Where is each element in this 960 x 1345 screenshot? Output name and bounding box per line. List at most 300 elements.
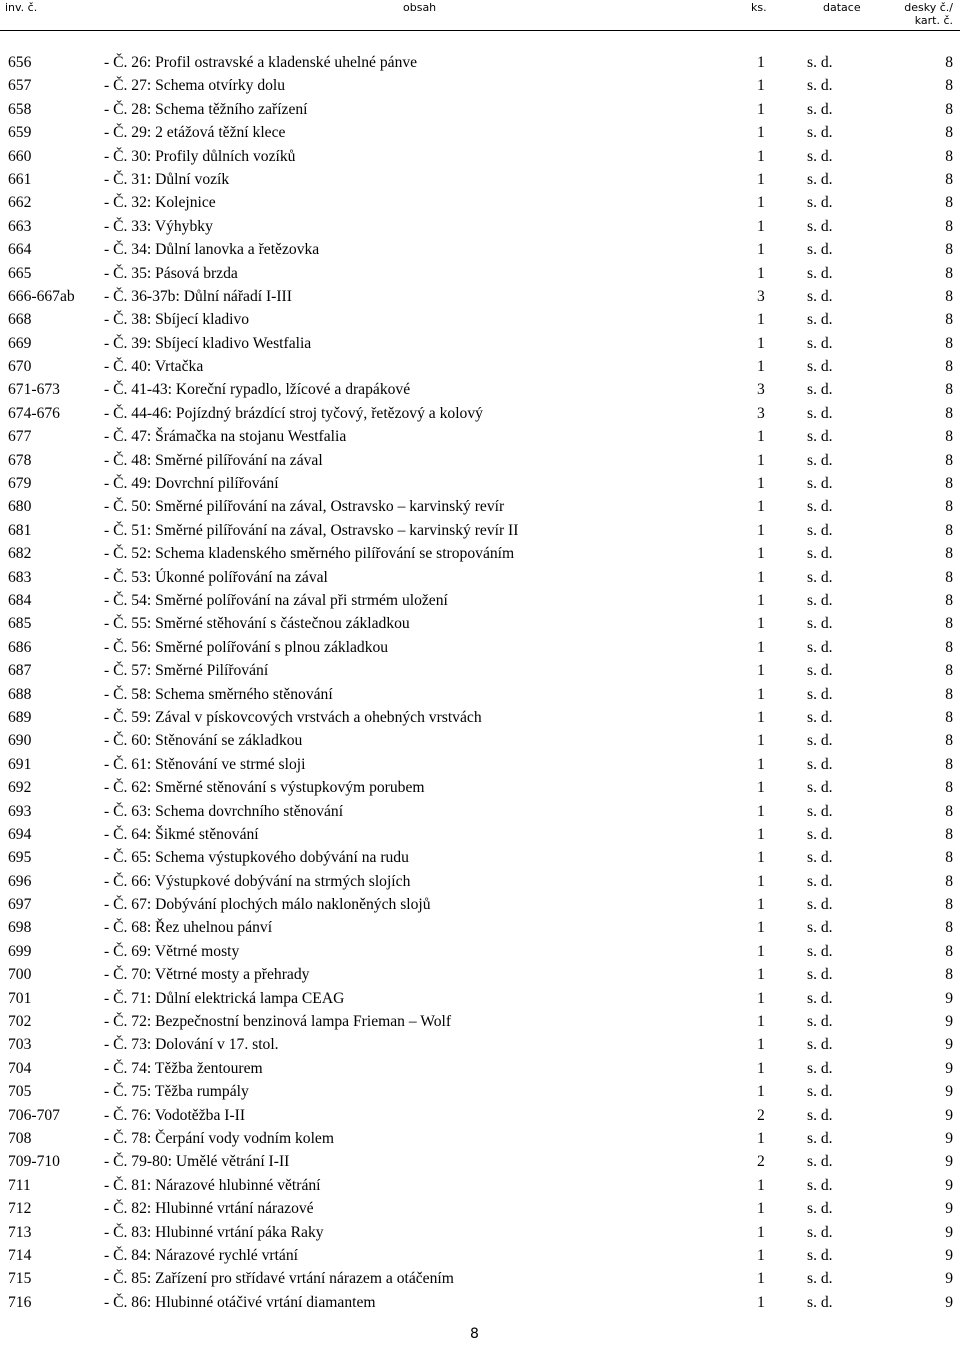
row-datace: s. d. [807, 568, 833, 586]
table-row [0, 1033, 960, 1056]
row-title: - Č. 64: Šikmé stěnování [104, 825, 259, 843]
row-ks-count: 1 [757, 942, 765, 960]
row-inv-number: 711 [8, 1176, 31, 1194]
table-row [0, 449, 960, 472]
row-desky-number: 8 [945, 872, 953, 890]
row-title: - Č. 66: Výstupkové dobývání na strmých slojích [104, 872, 411, 890]
row-ks-count: 1 [757, 1129, 765, 1147]
row-desky-number: 8 [945, 896, 953, 914]
row-desky-number: 9 [945, 1106, 953, 1124]
row-desky-number: 8 [945, 428, 953, 446]
row-datace: s. d. [807, 1293, 833, 1311]
row-ks-count: 1 [757, 638, 765, 656]
row-title: - Č. 27: Schema otvírky dolu [104, 77, 286, 95]
row-desky-number: 8 [945, 77, 953, 95]
row-datace: s. d. [807, 591, 833, 609]
row-desky-number: 8 [945, 451, 953, 469]
header-inv-label: inv. č. [5, 1, 38, 14]
row-desky-number: 9 [945, 1176, 953, 1194]
row-title: - Č. 61: Stěnování ve strmé sloji [104, 755, 306, 773]
table-row [0, 519, 960, 542]
row-ks-count: 1 [757, 872, 765, 890]
row-datace: s. d. [807, 802, 833, 820]
row-title: - Č. 28: Schema těžního zařízení [104, 100, 308, 118]
table-row [0, 495, 960, 518]
row-inv-number: 678 [8, 451, 32, 469]
table-row [0, 940, 960, 963]
row-inv-number: 687 [8, 662, 32, 680]
row-title: - Č. 48: Směrné pilířování na zával [104, 451, 323, 469]
row-inv-number: 689 [8, 708, 32, 726]
row-inv-number: 670 [8, 358, 32, 376]
row-title: - Č. 54: Směrné polířování na zával při strmém uložení [104, 591, 448, 609]
row-desky-number: 9 [945, 1293, 953, 1311]
table-row [0, 776, 960, 799]
row-datace: s. d. [807, 264, 833, 282]
row-title: - Č. 34: Důlní lanovka a řetězovka [104, 241, 320, 259]
row-title: - Č. 74: Těžba žentourem [104, 1059, 263, 1077]
row-inv-number: 704 [8, 1059, 32, 1077]
row-title: - Č. 56: Směrné polířování s plnou základkou [104, 638, 389, 656]
row-title: - Č. 38: Sbíjecí kladivo [104, 311, 250, 329]
table-row [0, 1010, 960, 1033]
row-ks-count: 3 [757, 381, 765, 399]
row-desky-number: 8 [945, 966, 953, 984]
row-desky-number: 8 [945, 358, 953, 376]
row-inv-number: 706-707 [8, 1106, 60, 1124]
row-title: - Č. 36-37b: Důlní nářadí I-III [104, 287, 292, 305]
row-ks-count: 1 [757, 77, 765, 95]
row-datace: s. d. [807, 545, 833, 563]
row-inv-number: 691 [8, 755, 32, 773]
row-desky-number: 8 [945, 638, 953, 656]
row-ks-count: 1 [757, 1200, 765, 1218]
row-ks-count: 1 [757, 1013, 765, 1031]
row-title: - Č. 31: Důlní vozík [104, 170, 230, 188]
table-row [0, 1197, 960, 1220]
row-ks-count: 1 [757, 1293, 765, 1311]
table-row [0, 168, 960, 191]
row-ks-count: 1 [757, 1083, 765, 1101]
row-desky-number: 9 [945, 1200, 953, 1218]
row-desky-number: 8 [945, 708, 953, 726]
table-row [0, 612, 960, 635]
row-title: - Č. 71: Důlní elektrická lampa CEAG [104, 989, 345, 1007]
table-row [0, 987, 960, 1010]
row-desky-number: 8 [945, 802, 953, 820]
row-desky-number: 9 [945, 1153, 953, 1171]
row-inv-number: 701 [8, 989, 32, 1007]
row-desky-number: 8 [945, 264, 953, 282]
row-datace: s. d. [807, 1176, 833, 1194]
row-title: - Č. 41-43: Koreční rypadlo, lžícové a drapákové [104, 381, 411, 399]
row-ks-count: 1 [757, 1036, 765, 1054]
table-row [0, 51, 960, 74]
table-row [0, 1267, 960, 1290]
header-datace-label: datace [823, 1, 861, 14]
row-datace: s. d. [807, 989, 833, 1007]
row-title: - Č. 51: Směrné pilířování na zával, Ostravsko – karvinský revír II [104, 521, 519, 539]
row-inv-number: 688 [8, 685, 32, 703]
row-desky-number: 8 [945, 662, 953, 680]
row-title: - Č. 67: Dobývání plochých málo nakloněných slojů [104, 896, 431, 914]
row-datace: s. d. [807, 1223, 833, 1241]
row-datace: s. d. [807, 755, 833, 773]
row-desky-number: 8 [945, 615, 953, 633]
table-row [0, 659, 960, 682]
row-ks-count: 1 [757, 170, 765, 188]
row-datace: s. d. [807, 334, 833, 352]
row-title: - Č. 53: Úkonné polířování na zával [104, 568, 328, 586]
header-obsah-label: obsah [403, 1, 437, 14]
table-row [0, 753, 960, 776]
row-ks-count: 1 [757, 334, 765, 352]
row-desky-number: 9 [945, 1059, 953, 1077]
table-row [0, 542, 960, 565]
table-row [0, 74, 960, 97]
row-datace: s. d. [807, 662, 833, 680]
row-inv-number: 685 [8, 615, 32, 633]
row-inv-number: 705 [8, 1083, 32, 1101]
row-ks-count: 1 [757, 568, 765, 586]
table-row [0, 706, 960, 729]
row-title: - Č. 35: Pásová brzda [104, 264, 238, 282]
table-row [0, 1057, 960, 1080]
row-datace: s. d. [807, 170, 833, 188]
row-desky-number: 8 [945, 568, 953, 586]
row-datace: s. d. [807, 825, 833, 843]
row-title: - Č. 32: Kolejnice [104, 194, 216, 212]
row-datace: s. d. [807, 1246, 833, 1264]
row-inv-number: 714 [8, 1246, 32, 1264]
row-desky-number: 8 [945, 241, 953, 259]
table-row [0, 308, 960, 331]
row-ks-count: 1 [757, 1176, 765, 1194]
page-number: 8 [470, 1326, 479, 1342]
row-datace: s. d. [807, 475, 833, 493]
row-datace: s. d. [807, 147, 833, 165]
row-datace: s. d. [807, 1200, 833, 1218]
row-inv-number: 671-673 [8, 381, 60, 399]
row-ks-count: 1 [757, 755, 765, 773]
row-inv-number: 702 [8, 1013, 32, 1031]
row-ks-count: 1 [757, 194, 765, 212]
row-ks-count: 1 [757, 989, 765, 1007]
row-inv-number: 656 [8, 54, 32, 71]
row-inv-number: 693 [8, 802, 32, 820]
row-title: - Č. 29: 2 etážová těžní klece [104, 124, 286, 142]
row-ks-count: 1 [757, 475, 765, 493]
table-row [0, 402, 960, 425]
row-title: - Č. 30: Profily důlních vozíků [104, 147, 296, 165]
row-ks-count: 2 [757, 1106, 765, 1124]
row-desky-number: 8 [945, 779, 953, 797]
row-ks-count: 1 [757, 451, 765, 469]
row-title: - Č. 81: Nárazové hlubinné větrání [104, 1176, 321, 1194]
row-desky-number: 9 [945, 1083, 953, 1101]
row-title: - Č. 70: Větrné mosty a přehrady [104, 966, 310, 984]
table-row [0, 285, 960, 308]
row-ks-count: 1 [757, 685, 765, 703]
table-row [0, 823, 960, 846]
row-ks-count: 2 [757, 1153, 765, 1171]
row-inv-number: 663 [8, 217, 32, 235]
row-inv-number: 690 [8, 732, 32, 750]
row-ks-count: 1 [757, 124, 765, 142]
row-desky-number: 8 [945, 732, 953, 750]
table-row [0, 145, 960, 168]
row-inv-number: 674-676 [8, 404, 60, 422]
row-desky-number: 9 [945, 1129, 953, 1147]
row-title: - Č. 79-80: Umělé větrání I-II [104, 1153, 290, 1171]
table-row [0, 378, 960, 401]
row-inv-number: 657 [8, 77, 32, 95]
header-desky-label [904, 1, 953, 27]
row-title: - Č. 44-46: Pojízdný brázdící stroj tyčový, řetězový a kolový [104, 404, 483, 422]
row-ks-count: 1 [757, 1059, 765, 1077]
row-ks-count: 3 [757, 404, 765, 422]
row-datace: s. d. [807, 1036, 833, 1054]
table-row [0, 332, 960, 355]
row-inv-number: 658 [8, 100, 32, 118]
row-datace: s. d. [807, 732, 833, 750]
header-desky-line1: desky č./ [904, 1, 953, 14]
row-ks-count: 1 [757, 1270, 765, 1288]
row-ks-count: 1 [757, 545, 765, 563]
row-title: - Č. 68: Řez uhelnou pánví [104, 919, 273, 937]
row-desky-number: 8 [945, 124, 953, 142]
row-title: - Č. 69: Větrné mosty [104, 942, 240, 960]
table-row [0, 589, 960, 612]
table-row [0, 846, 960, 869]
row-title: - Č. 57: Směrné Pilířování [104, 662, 269, 680]
row-datace: s. d. [807, 498, 833, 516]
row-title: - Č. 82: Hlubinné vrtání nárazové [104, 1200, 314, 1218]
row-ks-count: 1 [757, 241, 765, 259]
row-datace: s. d. [807, 896, 833, 914]
table-row [0, 683, 960, 706]
row-desky-number: 9 [945, 1223, 953, 1241]
row-datace: s. d. [807, 54, 833, 71]
table-row [0, 963, 960, 986]
row-desky-number: 9 [945, 1270, 953, 1288]
row-datace: s. d. [807, 919, 833, 937]
row-desky-number: 8 [945, 170, 953, 188]
row-desky-number: 8 [945, 849, 953, 867]
row-title: - Č. 26: Profil ostravské a kladenské uhelné pánve [104, 54, 418, 71]
row-title: - Č. 39: Sbíjecí kladivo Westfalia [104, 334, 312, 352]
table-row [0, 472, 960, 495]
row-datace: s. d. [807, 1106, 833, 1124]
row-datace: s. d. [807, 1083, 833, 1101]
row-ks-count: 1 [757, 966, 765, 984]
table-row [0, 1080, 960, 1103]
row-datace: s. d. [807, 100, 833, 118]
row-desky-number: 8 [945, 54, 953, 71]
row-datace: s. d. [807, 521, 833, 539]
row-datace: s. d. [807, 287, 833, 305]
row-title: - Č. 33: Výhybky [104, 217, 213, 235]
row-datace: s. d. [807, 966, 833, 984]
row-datace: s. d. [807, 451, 833, 469]
row-desky-number: 8 [945, 100, 953, 118]
row-datace: s. d. [807, 194, 833, 212]
row-desky-number: 8 [945, 919, 953, 937]
row-inv-number: 700 [8, 966, 32, 984]
row-desky-number: 9 [945, 1013, 953, 1031]
table-row [0, 566, 960, 589]
row-title: - Č. 75: Těžba rumpály [104, 1083, 249, 1101]
row-inv-number: 669 [8, 334, 32, 352]
header-divider [0, 30, 960, 31]
row-ks-count: 1 [757, 919, 765, 937]
row-title: - Č. 65: Schema výstupkového dobývání na rudu [104, 849, 409, 867]
row-ks-count: 1 [757, 1246, 765, 1264]
row-title: - Č. 73: Dolování v 17. stol. [104, 1036, 279, 1054]
row-inv-number: 692 [8, 779, 32, 797]
table-row [0, 916, 960, 939]
row-inv-number: 680 [8, 498, 32, 516]
table-row [0, 191, 960, 214]
row-datace: s. d. [807, 685, 833, 703]
row-desky-number: 8 [945, 381, 953, 399]
row-ks-count: 1 [757, 779, 765, 797]
row-datace: s. d. [807, 942, 833, 960]
row-ks-count: 1 [757, 521, 765, 539]
row-desky-number: 9 [945, 1246, 953, 1264]
row-inv-number: 662 [8, 194, 32, 212]
row-inv-number: 664 [8, 241, 32, 259]
row-desky-number: 8 [945, 685, 953, 703]
row-desky-number: 9 [945, 989, 953, 1007]
row-title: - Č. 62: Směrné stěnování s výstupkovým porubem [104, 779, 425, 797]
row-ks-count: 1 [757, 147, 765, 165]
row-desky-number: 8 [945, 287, 953, 305]
table-header [0, 0, 960, 30]
inventory-table [0, 51, 960, 1314]
table-row [0, 215, 960, 238]
row-inv-number: 709-710 [8, 1153, 60, 1171]
row-desky-number: 8 [945, 334, 953, 352]
row-inv-number: 712 [8, 1200, 32, 1218]
row-title: - Č. 83: Hlubinné vrtání páka Raky [104, 1223, 324, 1241]
row-desky-number: 8 [945, 545, 953, 563]
row-inv-number: 668 [8, 311, 32, 329]
table-row [0, 121, 960, 144]
row-title: - Č. 58: Schema směrného stěnování [104, 685, 333, 703]
row-datace: s. d. [807, 381, 833, 399]
row-inv-number: 699 [8, 942, 32, 960]
row-datace: s. d. [807, 638, 833, 656]
row-inv-number: 697 [8, 896, 32, 914]
row-desky-number: 9 [945, 1036, 953, 1054]
row-inv-number: 661 [8, 170, 32, 188]
row-datace: s. d. [807, 849, 833, 867]
row-desky-number: 8 [945, 498, 953, 516]
row-desky-number: 8 [945, 311, 953, 329]
row-ks-count: 1 [757, 54, 765, 71]
row-title: - Č. 76: Vodotěžba I-II [104, 1106, 246, 1124]
row-inv-number: 716 [8, 1293, 32, 1311]
row-ks-count: 1 [757, 428, 765, 446]
row-datace: s. d. [807, 124, 833, 142]
row-title: - Č. 72: Bezpečnostní benzinová lampa Frieman – Wolf [104, 1013, 452, 1031]
table-row [0, 425, 960, 448]
row-title: - Č. 59: Zával v pískovcových vrstvách a ohebných vrstvách [104, 708, 482, 726]
row-inv-number: 686 [8, 638, 32, 656]
table-row [0, 98, 960, 121]
row-datace: s. d. [807, 77, 833, 95]
row-datace: s. d. [807, 1059, 833, 1077]
row-title: - Č. 86: Hlubinné otáčivé vrtání diamantem [104, 1293, 376, 1311]
row-ks-count: 1 [757, 100, 765, 118]
row-ks-count: 1 [757, 1223, 765, 1241]
row-inv-number: 659 [8, 124, 32, 142]
row-title: - Č. 84: Nárazové rychlé vrtání [104, 1246, 298, 1264]
row-desky-number: 8 [945, 825, 953, 843]
row-datace: s. d. [807, 404, 833, 422]
table-row [0, 870, 960, 893]
row-inv-number: 695 [8, 849, 32, 867]
row-inv-number: 683 [8, 568, 32, 586]
table-row [0, 729, 960, 752]
row-datace: s. d. [807, 708, 833, 726]
row-datace: s. d. [807, 779, 833, 797]
row-datace: s. d. [807, 872, 833, 890]
row-inv-number: 698 [8, 919, 32, 937]
table-row [0, 800, 960, 823]
row-inv-number: 681 [8, 521, 32, 539]
row-inv-number: 677 [8, 428, 32, 446]
table-row [0, 238, 960, 261]
row-title: - Č. 55: Směrné stěhování s částečnou základkou [104, 615, 410, 633]
row-datace: s. d. [807, 1013, 833, 1031]
row-ks-count: 1 [757, 358, 765, 376]
row-inv-number: 713 [8, 1223, 32, 1241]
row-title: - Č. 47: Šrámačka na stojanu Westfalia [104, 428, 347, 446]
row-inv-number: 703 [8, 1036, 32, 1054]
table-row [0, 1221, 960, 1244]
row-desky-number: 8 [945, 591, 953, 609]
row-ks-count: 1 [757, 311, 765, 329]
row-inv-number: 660 [8, 147, 32, 165]
table-row [0, 1174, 960, 1197]
row-inv-number: 679 [8, 475, 32, 493]
row-inv-number: 684 [8, 591, 32, 609]
table-row [0, 1104, 960, 1127]
row-ks-count: 1 [757, 708, 765, 726]
row-datace: s. d. [807, 217, 833, 235]
table-row [0, 1244, 960, 1267]
row-title: - Č. 40: Vrtačka [104, 358, 204, 376]
row-ks-count: 1 [757, 732, 765, 750]
row-inv-number: 696 [8, 872, 32, 890]
row-desky-number: 8 [945, 755, 953, 773]
row-title: - Č. 78: Čerpání vody vodním kolem [104, 1129, 334, 1147]
row-inv-number: 665 [8, 264, 32, 282]
table-row [0, 1150, 960, 1173]
row-ks-count: 1 [757, 802, 765, 820]
row-desky-number: 8 [945, 217, 953, 235]
row-inv-number: 708 [8, 1129, 32, 1147]
row-datace: s. d. [807, 311, 833, 329]
row-ks-count: 1 [757, 615, 765, 633]
row-desky-number: 8 [945, 521, 953, 539]
row-datace: s. d. [807, 1129, 833, 1147]
row-title: - Č. 85: Zařízení pro střídavé vrtání nárazem a otáčením [104, 1270, 454, 1288]
row-ks-count: 1 [757, 498, 765, 516]
row-desky-number: 8 [945, 942, 953, 960]
